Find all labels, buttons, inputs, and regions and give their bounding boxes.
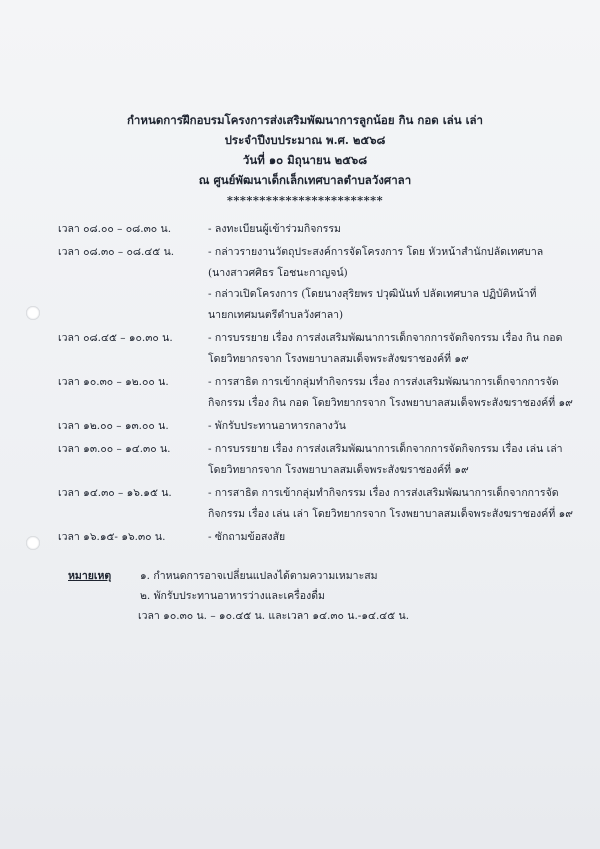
note-item: ๒. พักรับประทานอาหารว่างและเครื่องดื่ม [140,590,325,602]
schedule-row [58,527,578,548]
fiscal-year-line: ประจำปีงบประมาณ พ.ศ. ๒๕๖๘ [224,133,386,147]
schedule-row [58,439,578,481]
schedule-time: เวลา ๑๒.๐๐ – ๑๓.๐๐ น. [58,420,169,432]
schedule-description-line: - กล่าวเปิดโครงการ (โดยนางสุริยพร ปวุฒินันท์ ปลัดเทศบาล ปฏิบัติหน้าที่ [208,288,537,300]
schedule-description-line: โดยวิทยากรจาก โรงพยาบาลสมเด็จพระสังฆราชองค์ที่ ๑๙ [208,464,469,476]
schedule-time: เวลา ๐๘.๔๕ – ๑๐.๓๐ น. [58,332,173,344]
schedule-description [208,483,578,525]
schedule-row [58,372,578,414]
notes-label: หมายเหตุ [68,570,112,582]
note-item-continuation: เวลา ๑๐.๓๐ น. – ๑๐.๔๕ น. และเวลา ๑๔.๓๐ น.-๑๔.๔๕ น. [138,610,410,622]
schedule-description [208,527,578,548]
schedule-time: เวลา ๐๘.๓๐ – ๐๘.๔๕ น. [58,246,175,258]
schedule-description-line: โดยวิทยากรจาก โรงพยาบาลสมเด็จพระสังฆราชองค์ที่ ๑๙ [208,353,469,365]
schedule-description-line: - การสาธิต การเข้ากลุ่มทำกิจกรรม เรื่อง การส่งเสริมพัฒนาการเด็กจากการจัด [208,376,559,388]
schedule-row [58,328,578,370]
schedule-row [58,242,578,326]
schedule-time: เวลา ๑๔.๓๐ – ๑๖.๑๕ น. [58,487,172,499]
schedule-description-line: - พักรับประทานอาหารกลางวัน [208,420,346,432]
venue-line: ณ ศูนย์พัฒนาเด็กเล็กเทศบาลตำบลวังศาลา [198,173,412,187]
punch-hole [26,306,40,320]
schedule-description-line: (นางสาวศศิธร โอชนะกาญจน์) [208,267,348,279]
schedule-list [58,219,578,550]
schedule-time: เวลา ๐๘.๐๐ – ๐๘.๓๐ น. [58,223,172,235]
schedule-time: เวลา ๑๓.๐๐ – ๑๔.๓๐ น. [58,443,171,455]
schedule-time: เวลา ๑๖.๑๕- ๑๖.๓๐ น. [58,531,166,543]
schedule-description-line: - การบรรยาย เรื่อง การส่งเสริมพัฒนาการเด็กจากการจัดกิจกรรม เรื่อง กิน กอด [208,332,563,344]
note-item: ๑. กำหนดการอาจเปลี่ยนแปลงได้ตามความเหมาะสม [140,570,378,582]
schedule-description-line: กิจกรรม เรื่อง กิน กอด โดยวิทยากรจาก โรงพยาบาลสมเด็จพระสังฆราชองค์ที่ ๑๙ [208,397,573,409]
schedule-time: เวลา ๑๐.๓๐ – ๑๒.๐๐ น. [58,376,169,388]
notes-section [68,566,568,626]
schedule-description [208,242,578,326]
schedule-description [208,219,578,240]
star-divider: ************************ [226,193,384,207]
title-line: กำหนดการฝึกอบรมโครงการส่งเสริมพัฒนาการลูกน้อย กิน กอด เล่น เล่า [126,113,484,127]
schedule-row [58,219,578,240]
date-line: วันที่ ๑๐ มิถุนายน ๒๕๖๘ [242,153,368,167]
schedule-description-line: - กล่าวรายงานวัตถุประสงค์การจัดโครงการ โดย หัวหน้าสำนักปลัดเทศบาล [208,246,544,258]
schedule-description [208,328,578,370]
schedule-description-line: - การบรรยาย เรื่อง การส่งเสริมพัฒนาการเด็กจากการจัดกิจกรรม เรื่อง เล่น เล่า [208,443,563,455]
schedule-description-line: - การสาธิต การเข้ากลุ่มทำกิจกรรม เรื่อง การส่งเสริมพัฒนาการเด็กจากการจัด [208,487,559,499]
punch-hole [26,536,40,550]
document-header [120,110,490,210]
schedule-description-line: นายกเทศมนตรีตำบลวังศาลา) [208,309,344,321]
schedule-description [208,416,578,437]
schedule-description-line: กิจกรรม เรื่อง เล่น เล่า โดยวิทยากรจาก โรงพยาบาลสมเด็จพระสังฆราชองค์ที่ ๑๙ [208,508,573,520]
schedule-row [58,483,578,525]
schedule-description-line: - ซักถามข้อสงสัย [208,531,286,543]
schedule-description [208,439,578,481]
schedule-row [58,416,578,437]
schedule-description [208,372,578,414]
schedule-description-line: - ลงทะเบียนผู้เข้าร่วมกิจกรรม [208,223,341,235]
